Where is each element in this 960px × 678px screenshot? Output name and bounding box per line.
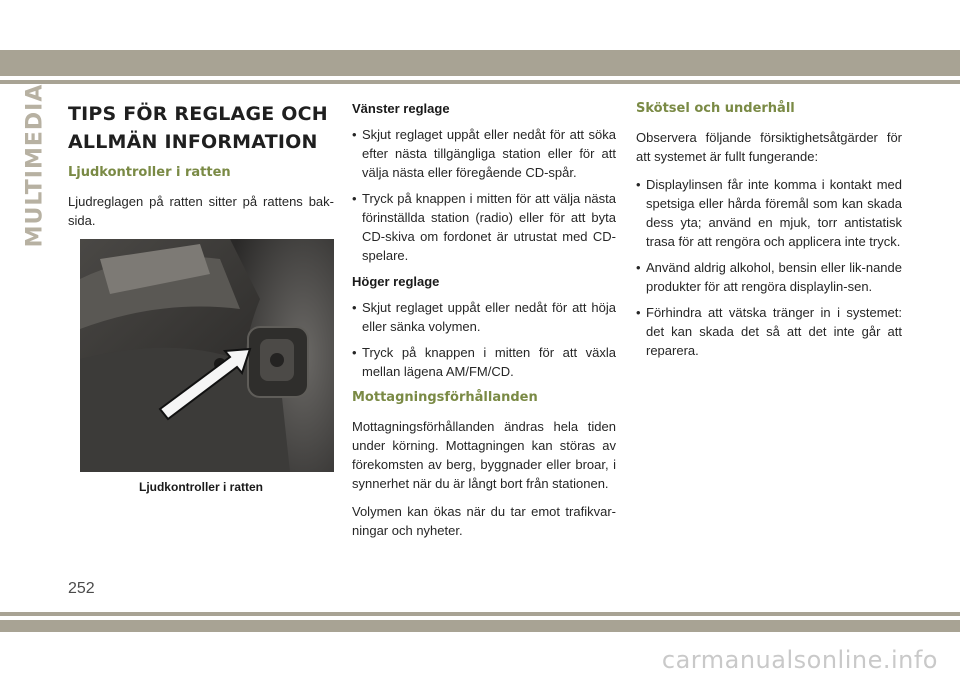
- footer-rule: [0, 612, 960, 616]
- list-item: • Skjut reglaget uppåt eller nedåt för att höja eller sänka volymen.: [352, 300, 616, 334]
- steering-wheel-illustration: [80, 239, 334, 472]
- care-list: [636, 175, 902, 360]
- chapter-side-tab: [20, 83, 50, 247]
- column-3: [636, 100, 902, 368]
- figure-caption: Ljudkontroller i ratten: [138, 480, 263, 494]
- header-bar: [0, 50, 960, 76]
- care-heading: Skötsel och underhåll: [636, 101, 795, 116]
- page-number: 252: [68, 580, 95, 597]
- list-item: • Tryck på knappen i mitten för att växla mellan lägena AM/FM/CD.: [352, 345, 616, 379]
- right-controls-heading: Höger reglage: [352, 274, 440, 289]
- reception-heading: Mottagningsförhållanden: [352, 390, 538, 405]
- list-item: • Tryck på knappen i mitten för att välja nästa förinställda station (radio) eller för att byta CD-skiva om fordonet är utrustat med CD-spelare.: [352, 191, 616, 263]
- reception-paragraph-1: Mottagningsförhållanden ändras hela tiden under körning. Mottagningen kan störas av förekomsten av berg, byggnader eller broar, i synnerhet när du är långt bort från stationen.: [352, 419, 616, 491]
- page-title: TIPS FÖR REGLAGE OCH ALLMÄN INFORMATION: [68, 103, 328, 153]
- column-2: [352, 100, 616, 549]
- left-controls-list: [352, 125, 616, 265]
- list-item: • Skjut reglaget uppåt eller nedåt för att söka efter nästa tillgängliga station eller för att välja nästa eller föregående CD-spår.: [352, 127, 616, 180]
- chapter-label: MULTIMEDIA: [22, 83, 48, 247]
- list-item: • Förhindra att vätska tränger in i systemet: det kan skada det så att det inte går att reparera.: [636, 305, 902, 358]
- footer-bar: [0, 620, 960, 632]
- reception-paragraph-2: Volymen kan ökas när du tar emot trafikvar-ningar och nyheter.: [352, 504, 616, 538]
- column-1: [68, 100, 334, 494]
- intro-paragraph: Ljudreglagen på ratten sitter på rattens bak-sida.: [68, 194, 334, 228]
- page-top-margin: [0, 0, 960, 50]
- watermark-text: carmanualsonline.info: [661, 646, 938, 674]
- section-heading-steering-audio: Ljudkontroller i ratten: [68, 165, 231, 180]
- steering-wheel-photo: [80, 239, 334, 472]
- header-rule: [0, 80, 960, 84]
- list-item: • Displaylinsen får inte komma i kontakt med spetsiga eller hårda föremål som kan skada dess yta; använd en mjuk, torr antistatisk trasa för att rengöra och applicera inte tryck.: [636, 177, 902, 249]
- list-item: • Använd aldrig alkohol, bensin eller lik-nande produkter för att rengöra displaylin-sen.: [636, 260, 902, 294]
- left-controls-heading: Vänster reglage: [352, 101, 450, 116]
- care-intro: Observera följande försiktighetsåtgärder för att systemet är fullt fungerande:: [636, 130, 902, 164]
- right-controls-list: [352, 298, 616, 381]
